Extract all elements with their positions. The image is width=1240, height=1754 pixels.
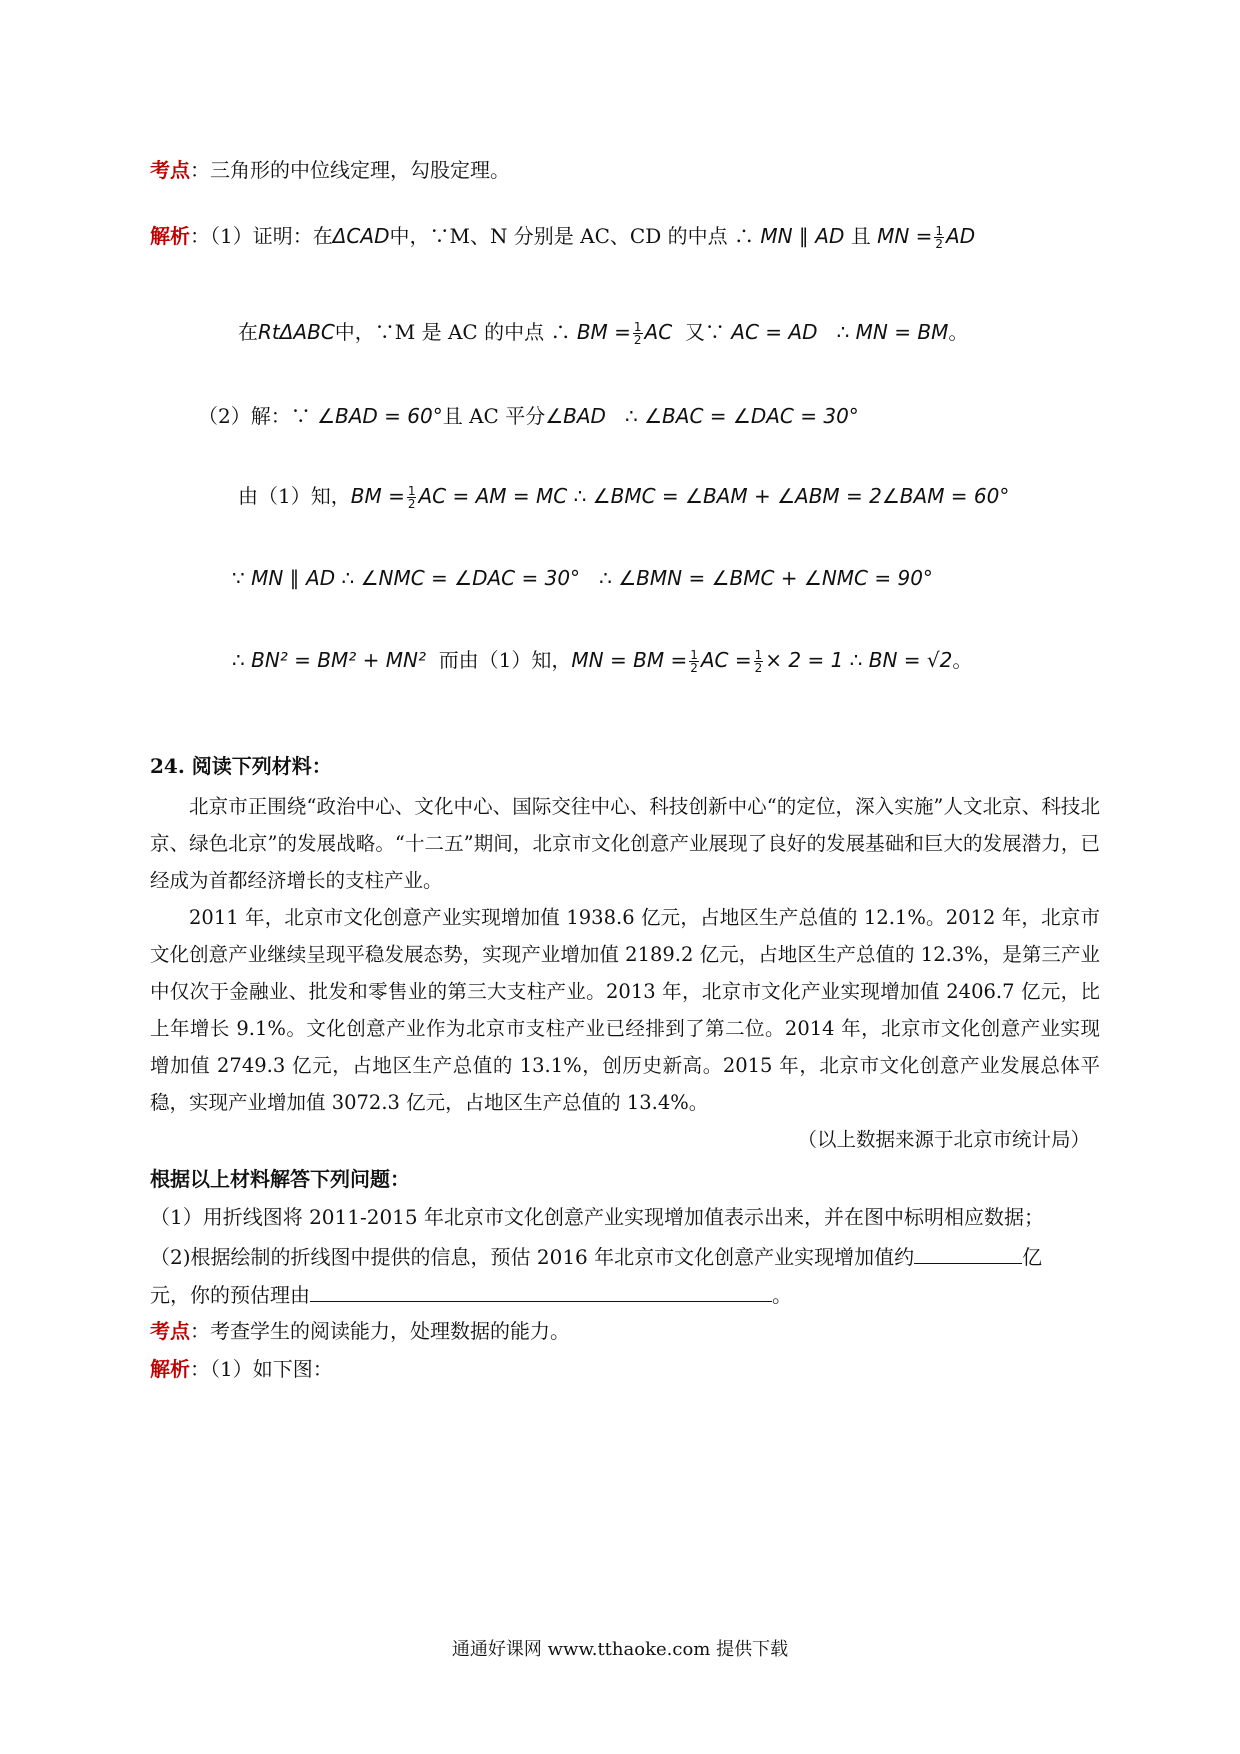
jiexi-proof-line-2 — [238, 318, 968, 346]
frac-den: 2 — [690, 661, 698, 675]
text-run: ∴ — [573, 484, 587, 508]
kaodian-line-2 — [150, 1317, 570, 1345]
frac-num: 1 — [754, 648, 763, 662]
text-run: 中，∵M、N 分别是 AC、CD 的中点 ∴ — [389, 224, 754, 248]
text-run: 亿 — [1022, 1245, 1043, 1269]
text-run: 。 — [952, 648, 973, 672]
math-run: ∠BAD — [545, 404, 606, 428]
frac-den: 2 — [935, 237, 944, 251]
text-run: ∵ — [232, 566, 245, 590]
text-run: ∴ — [849, 648, 863, 672]
math-run: MN ∥ AD — [251, 566, 336, 590]
jiexi-solution-line-3 — [232, 564, 933, 592]
data-source-note: （以上数据来源于北京市统计局） — [797, 1128, 1090, 1151]
math-run: ∠BAC = ∠DAC = 30° — [644, 404, 859, 428]
text-run: 由（1）知， — [238, 484, 351, 508]
fraction-one-half — [934, 225, 944, 250]
reading-material — [150, 788, 1100, 1121]
jiexi-text: ：（1）如下图： — [190, 1357, 333, 1381]
question-24-heading: 24. 阅读下列材料： — [150, 754, 332, 778]
jiexi-label: 解析 — [150, 1357, 190, 1381]
frac-den: 2 — [633, 333, 642, 347]
sub-question-2-cont — [150, 1279, 792, 1309]
frac-num: 1 — [935, 224, 944, 238]
math-run: BN² = BM² + MN² — [251, 648, 426, 672]
text-run: 。 — [772, 1283, 792, 1307]
text-run: ∴ — [625, 404, 638, 428]
text-run: 且 — [850, 224, 871, 248]
sub-question-1: （1）用折线图将 2011-2015 年北京市文化创意产业实现增加值表示出来，并在图中标明相应数据； — [150, 1205, 1044, 1229]
text-run: 中，∵M 是 AC 的中点 ∴ — [334, 320, 571, 344]
math-run: BM = — [350, 484, 405, 508]
math-run: MN = — [877, 224, 933, 248]
math-run: AC — [644, 320, 673, 344]
math-run: MN = BM — [855, 320, 949, 344]
jiexi-label: 解析 — [150, 224, 190, 248]
sub-question-2 — [150, 1241, 1042, 1271]
kaodian-label: 考点 — [150, 1319, 190, 1343]
math-run: × 2 = 1 — [765, 648, 844, 672]
math-run: BM = — [576, 320, 631, 344]
math-run: BN = √2 — [868, 648, 953, 672]
answer-blank-value[interactable] — [914, 1241, 1022, 1264]
text-run: 而由（1）知， — [438, 648, 572, 672]
frac-den: 2 — [754, 661, 763, 675]
text-run: （2）解：∵ — [198, 404, 311, 428]
math-run: AC = AM = MC — [418, 484, 568, 508]
kaodian-label: 考点 — [150, 158, 190, 182]
text-run: ∴ — [341, 566, 355, 590]
frac-num: 1 — [690, 648, 698, 662]
material-paragraph-1: 北京市正围绕“政治中心、文化中心、国际交往中心、科技创新中心“的定位，深入实施”人文北京、科技北京、绿色北京”的发展战略。“十二五”期间，北京市文化创意产业展现了良好的发展基础和巨大的发展潜力，已经成为首都经济增长的支柱产业。 — [150, 795, 1100, 892]
text-run: 元，你的预估理由 — [150, 1283, 310, 1307]
math-run: RtΔABC — [258, 320, 335, 344]
jiexi-solution-line-2 — [238, 482, 1009, 510]
text-run: 。 — [948, 320, 969, 344]
math-run: ∠BAD = 60° — [317, 404, 443, 428]
jiexi-proof-line-1 — [150, 222, 975, 250]
text-run: （2)根据绘制的折线图中提供的信息，预估 2016 年北京市文化创意产业实现增加值约 — [150, 1245, 915, 1269]
text-run: ：（1）证明：在 — [190, 224, 333, 248]
kaodian-text: ：三角形的中位线定理，勾股定理。 — [190, 158, 510, 182]
text-run: 在 — [238, 320, 258, 344]
frac-den: 2 — [407, 497, 416, 511]
math-run: AC = — [700, 648, 752, 672]
text-run: 且 AC 平分 — [442, 404, 546, 428]
jiexi-line-2 — [150, 1355, 333, 1383]
math-run: AD — [946, 224, 976, 248]
math-run: AC = AD — [731, 320, 818, 344]
text-run: 又∵ — [684, 320, 725, 344]
kaodian-line-1 — [150, 156, 510, 184]
answer-blank-reason[interactable] — [310, 1279, 772, 1302]
math-run: ∠BMN = ∠BMC + ∠NMC = 90° — [618, 566, 933, 590]
fraction-one-half — [754, 649, 764, 674]
frac-num: 1 — [633, 320, 642, 334]
math-run: MN = BM = — [571, 648, 688, 672]
fraction-one-half — [689, 649, 699, 674]
text-run: ∴ — [836, 320, 850, 344]
kaodian-text: ：考查学生的阅读能力，处理数据的能力。 — [190, 1319, 570, 1343]
page-footer: 通通好课网 www.tthaoke.com 提供下载 — [451, 1639, 789, 1660]
fraction-one-half — [407, 485, 417, 510]
math-run: ∠BMC = ∠BAM + ∠ABM = 2∠BAM = 60° — [592, 484, 1010, 508]
frac-num: 1 — [407, 484, 416, 498]
fraction-one-half — [633, 321, 643, 346]
math-run: ΔCAD — [332, 224, 390, 248]
text-run: ∴ — [232, 648, 245, 672]
text-run: ∴ — [599, 566, 612, 590]
math-run: MN ∥ AD — [760, 224, 845, 248]
question-prompt: 根据以上材料解答下列问题： — [150, 1167, 410, 1191]
jiexi-solution-line-1 — [198, 402, 859, 430]
jiexi-solution-line-4 — [232, 646, 972, 674]
math-run: ∠NMC = ∠DAC = 30° — [360, 566, 581, 590]
material-paragraph-2: 2011 年，北京市文化创意产业实现增加值 1938.6 亿元，占地区生产总值的 12.1%。2012 年，北京市文化创意产业继续呈现平稳发展态势，实现产业增加值 2189.2 亿元，占地区生产总值的 12.3%，是第三产业中仅次于金融业、批发和零售业的第三大支柱产业。2013 年，北京市文化产业实现增加值 2406.7 亿元，比上年增长 9.1%。文化创意产业作为北京市支柱产业已经排到了第二位。2014 年，北京市文化创意产业实现增加值 2749.3 亿元，占地区生产总值的 13.1%，创历史新高。2015 年，北京市文化创意产业发展总体平稳，实现产业增加值 3072.3 亿元，占地区生产总值的 13.4%。 — [150, 906, 1100, 1114]
